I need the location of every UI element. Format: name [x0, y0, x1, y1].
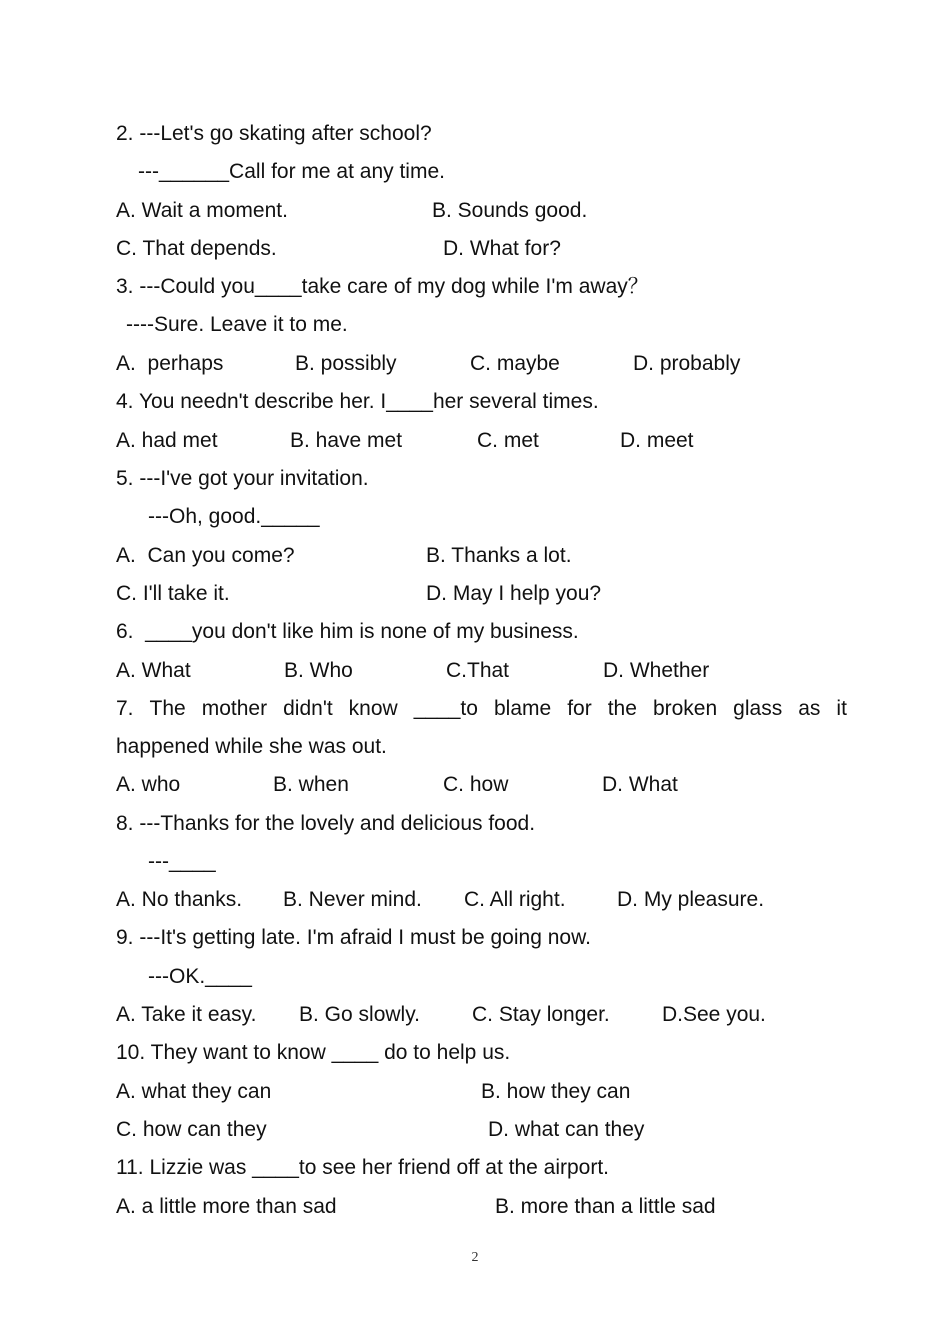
q7-option-d: D. What — [602, 773, 678, 796]
q7-word: The — [149, 697, 186, 720]
q7-word: for — [567, 697, 592, 720]
q7-word: as — [798, 697, 821, 720]
q3-option-c: C. maybe — [470, 352, 560, 375]
q8-option-a: A. No thanks. — [116, 888, 243, 911]
q7-option-b: B. when — [273, 773, 349, 796]
page-number: 2 — [471, 1250, 479, 1265]
q9-reply: ---OK.____ — [148, 965, 252, 988]
q7-stem — [116, 697, 847, 721]
q9-option-a: A. Take it easy. — [116, 1003, 257, 1026]
q5-option-c: C. I'll take it. — [116, 582, 230, 605]
q4-option-b: B. have met — [290, 429, 403, 452]
q5-option-a: A. Can you come? — [116, 544, 295, 567]
q10-option-d: D. what can they — [488, 1118, 645, 1141]
q9-option-d: D.See you. — [662, 1003, 766, 1026]
q7-word: the — [607, 697, 637, 720]
q6-option-c: C.That — [446, 659, 510, 682]
q3-reply: ----Sure. Leave it to me. — [126, 313, 348, 336]
q2-option-d: D. What for? — [443, 237, 561, 260]
q7-word: know — [348, 697, 398, 720]
q4-stem: 4. You needn't describe her. I____her several times. — [116, 390, 599, 413]
q7-word: it — [836, 697, 847, 720]
q3-option-b: B. possibly — [295, 352, 397, 375]
q7-word: ____to — [413, 697, 478, 720]
q7-stem-continued: happened while she was out. — [116, 735, 387, 758]
q7-word: blame — [493, 697, 552, 720]
q4-option-d: D. meet — [620, 429, 694, 452]
q2-stem: 2. ---Let's go skating after school? — [116, 122, 432, 145]
q8-reply: ---____ — [148, 850, 216, 873]
q4-option-c: C. met — [477, 429, 539, 452]
q3-option-d: D. probably — [633, 352, 741, 375]
q11-option-a: A. a little more than sad — [116, 1195, 337, 1218]
q5-stem: 5. ---I've got your invitation. — [116, 467, 369, 490]
q4-option-a: A. had met — [116, 429, 218, 452]
q6-stem: 6. ____you don't like him is none of my business. — [116, 620, 579, 643]
q9-stem: 9. ---It's getting late. I'm afraid I must be going now. — [116, 926, 591, 949]
q7-word: 7. — [116, 697, 134, 720]
q7-word: glass — [733, 697, 783, 720]
q9-option-b: B. Go slowly. — [299, 1003, 420, 1026]
q5-reply: ---Oh, good._____ — [148, 505, 320, 528]
q7-option-a: A. who — [116, 773, 181, 796]
q6-option-a: A. What — [116, 659, 191, 682]
q7-option-c: C. how — [443, 773, 509, 796]
q10-stem: 10. They want to know ____ do to help us. — [116, 1041, 511, 1064]
q2-option-c: C. That depends. — [116, 237, 277, 260]
q2-option-a: A. Wait a moment. — [116, 199, 288, 222]
q8-stem: 8. ---Thanks for the lovely and delicious food. — [116, 812, 536, 835]
q2-option-b: B. Sounds good. — [432, 199, 588, 222]
q8-option-c: C. All right. — [464, 888, 566, 911]
q11-stem: 11. Lizzie was ____to see her friend off at the airport. — [116, 1156, 610, 1179]
q3-option-a: A. perhaps — [116, 352, 224, 375]
q7-word: mother — [201, 697, 268, 720]
q10-option-b: B. how they can — [481, 1080, 631, 1103]
q10-option-a: A. what they can — [116, 1080, 272, 1103]
q9-option-c: C. Stay longer. — [472, 1003, 610, 1026]
q2-reply: ---______Call for me at any time. — [138, 160, 445, 183]
q3-stem: 3. ---Could you____take care of my dog while I'm away？ — [116, 275, 649, 298]
q7-word: didn't — [283, 697, 333, 720]
q7-word: broken — [652, 697, 718, 720]
q6-option-b: B. Who — [284, 659, 353, 682]
q10-option-c: C. how can they — [116, 1118, 267, 1141]
q11-option-b: B. more than a little sad — [495, 1195, 716, 1218]
q5-option-b: B. Thanks a lot. — [426, 544, 572, 567]
q5-option-d: D. May I help you? — [426, 582, 602, 605]
q8-option-d: D. My pleasure. — [617, 888, 765, 911]
q8-option-b: B. Never mind. — [283, 888, 422, 911]
q6-option-d: D. Whether — [603, 659, 710, 682]
